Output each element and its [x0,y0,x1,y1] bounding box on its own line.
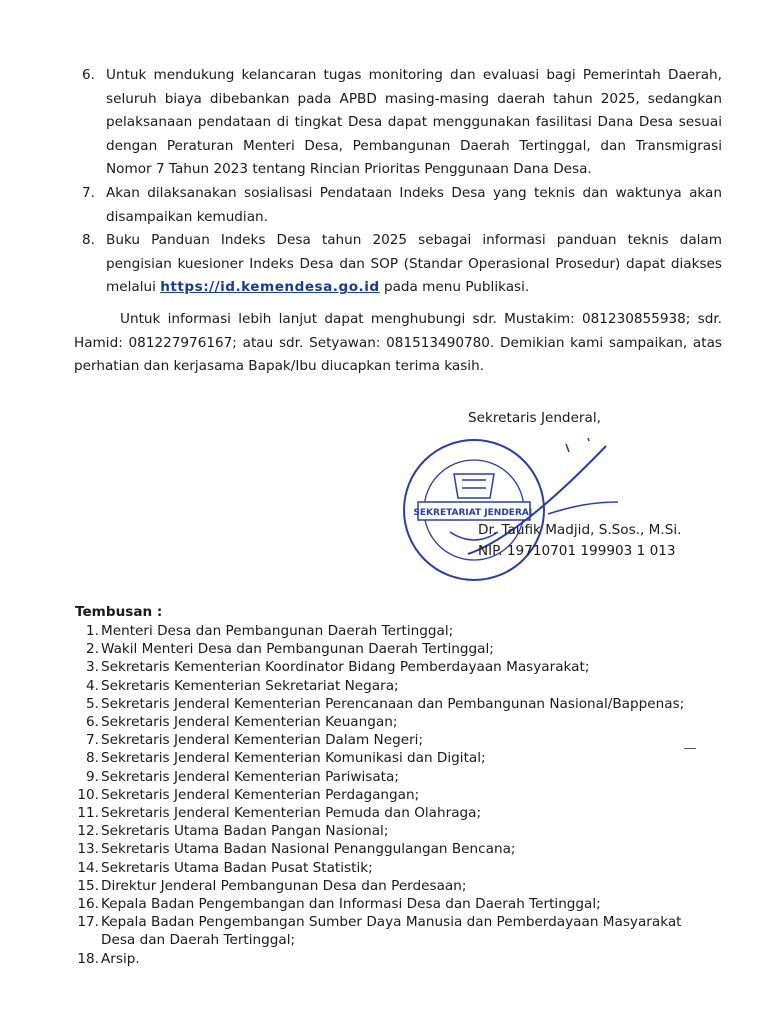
tembusan-number: 9. [86,768,99,785]
tembusan-item [75,749,715,767]
tembusan-number: 3. [86,659,99,676]
tembusan-text: Sekretaris Jenderal Kementerian Pariwisata; [101,768,399,785]
tembusan-number: 10. [77,786,99,803]
list-number: 8. [82,232,95,249]
list-item [82,64,722,182]
list-text-after: pada menu Publikasi. [383,279,530,296]
tembusan-item [75,877,715,895]
tembusan-number: 16. [77,896,99,913]
tembusan-text: Sekretaris Utama Badan Nasional Penanggulangan Bencana; [101,841,516,858]
tembusan-item [75,658,715,676]
closing-paragraph: Untuk informasi lebih lanjut dapat menghubungi sdr. Mustakim: 081230855938; sdr. Hamid: 081227976167; atau sdr. Setyawan: 081513490780. Demikian kami sampaikan, atas perhatian dan kerjasama Bapak/Ibu diucapkan terima kasih. [74,311,722,375]
tembusan-text: Sekretaris Jenderal Kementerian Dalam Negeri; [101,732,424,749]
tembusan-text: Wakil Menteri Desa dan Pembangunan Daerah Tertinggal; [101,641,494,658]
tembusan-item [75,859,715,877]
list-text [106,229,722,300]
tembusan-number: 18. [77,950,99,967]
tembusan-item [75,840,715,858]
tembusan-item [75,786,715,804]
tembusan-text: Sekretaris Jenderal Kementerian Perdagangan; [101,786,420,803]
signatory-name: Dr. Taufik Madjid, S.Sos., M.Si. [478,522,682,538]
list-item [82,229,722,300]
tembusan-text: Sekretaris Utama Badan Pusat Statistik; [101,859,373,876]
numbered-list [82,64,722,300]
tembusan-item [75,695,715,713]
tembusan-item [75,913,715,949]
list-text: Akan dilaksanakan sosialisasi Pendataan Indeks Desa yang teknis dan waktunya akan disampaikan kemudian. [106,184,722,225]
tembusan-item [75,731,715,749]
tembusan-number: 5. [86,695,99,712]
tembusan-number: 11. [77,805,99,822]
tembusan-text: Menteri Desa dan Pembangunan Daerah Tertinggal; [101,623,454,639]
signatory-title: Sekretaris Jenderal, [468,410,601,426]
tembusan-item [75,895,715,913]
tembusan-item [75,822,715,840]
tembusan-number: 4. [86,677,99,694]
tembusan-number: 12. [77,823,99,840]
tembusan-text: Sekretaris Kementerian Sekretariat Negara; [101,677,399,694]
tembusan-item [75,768,715,786]
tembusan-heading: Tembusan : [75,604,163,620]
tembusan-list [75,622,715,968]
tembusan-number: 7. [86,732,99,749]
tembusan-number: 15. [77,877,99,894]
signatory-nip: NIP. 19710701 199903 1 013 [478,543,676,559]
tembusan-text: Sekretaris Utama Badan Pangan Nasional; [101,823,389,840]
tembusan-text: Sekretaris Jenderal Kementerian Komunikasi dan Digital; [101,750,486,767]
list-item [82,182,722,229]
tembusan-text: Sekretaris Jenderal Kementerian Perencanaan dan Pembangunan Nasional/Bappenas; [101,695,685,712]
tembusan-text: Direktur Jenderal Pembangunan Desa dan Perdesaan; [101,877,467,894]
list-number: 6. [82,67,95,83]
tembusan-number: 2. [86,641,99,658]
tembusan-item [75,677,715,695]
tembusan-text: Arsip. [101,950,140,967]
list-number: 7. [82,184,95,201]
tembusan-text: Sekretaris Jenderal Kementerian Keuangan; [101,714,398,731]
tembusan-item [75,804,715,822]
tembusan-number: 6. [86,714,99,731]
tembusan-number: 17. [77,914,99,931]
tembusan-number: 14. [77,859,99,876]
tembusan-number: 13. [77,841,99,858]
stamp-middle-text: SEKRETARIAT JENDERAL [413,508,535,518]
publication-link[interactable]: https://id.kemendesa.go.id [160,279,380,296]
list-text: Untuk mendukung kelancaran tugas monitoring dan evaluasi bagi Pemerintah Daerah, seluruh biaya dibebankan pada APBD masing-masing daerah tahun 2025, sedangkan pelaksanaan pendataan di tingkat Desa dapat menggunakan fasilitasi Dana Desa sesuai dengan Peraturan Menteri Desa, Pembangunan Daerah Tertinggal, dan Transmigrasi Nomor 7 Tahun 2023 tentang Rincian Prioritas Penggunaan Dana Desa. [106,67,722,178]
margin-mark [684,748,696,749]
list-text-before: Buku Panduan Indeks Desa tahun 2025 sebagai informasi panduan teknis dalam pengisian kuesioner Indeks Desa dan SOP (Standar Operasional Prosedur) dapat diakses melalui [106,232,722,296]
tembusan-item [75,713,715,731]
tembusan-text: Kepala Badan Pengembangan dan Informasi Desa dan Daerah Tertinggal; [101,896,601,913]
tembusan-text: Sekretaris Kementerian Koordinator Bidang Pemberdayaan Masyarakat; [101,659,590,676]
signatory-block [478,520,681,562]
tembusan-number: 8. [86,750,99,767]
tembusan-text: Sekretaris Jenderal Kementerian Pemuda dan Olahraga; [101,805,482,822]
tembusan-number: 1. [86,623,99,639]
tembusan-item [75,950,715,968]
tembusan-item [75,622,715,640]
tembusan-text: Kepala Badan Pengembangan Sumber Daya Manusia dan Pemberdayaan Masyarakat Desa dan Daerah Tertinggal; [101,914,682,949]
tembusan-item [75,640,715,658]
official-stamp-and-signature [398,436,618,586]
